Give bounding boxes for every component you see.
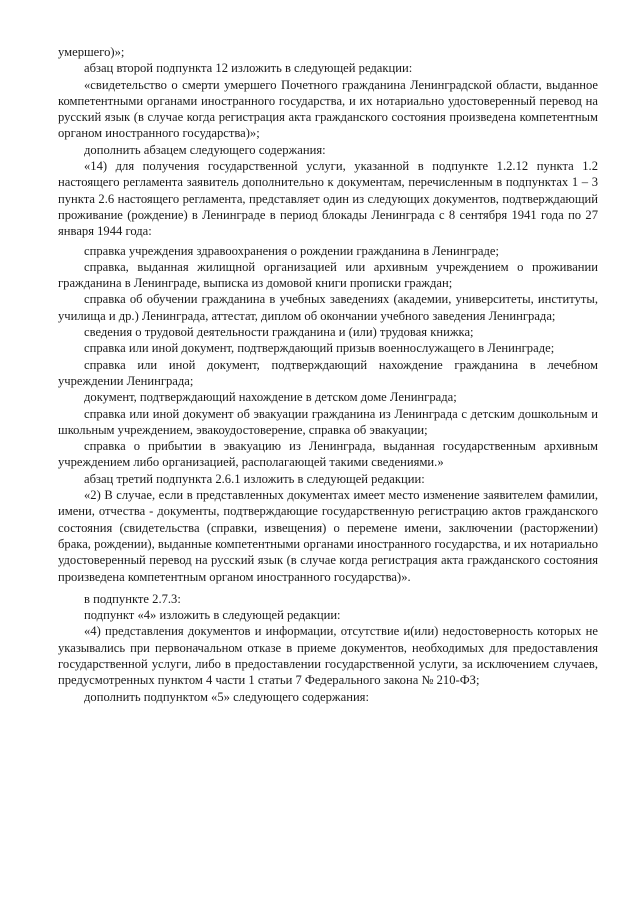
paragraph-13: справка или иной документ об эвакуации гражданина из Ленинграда с детским дошкольным и школьным учреждением, эвакоудостоверение, справка об эвакуации; [58,406,598,437]
paragraph-12: документ, подтверждающий нахождение в детском доме Ленинграда; [84,390,457,405]
paragraph-9: сведения о трудовой деятельности гражданина и (или) трудовая книжка; [84,325,474,340]
paragraph-10: справка или иной документ, подтверждающий призыв военнослужащего в Ленинграде; [84,341,555,356]
paragraph-18: подпункт «4» изложить в следующей редакции: [84,608,341,623]
paragraph-2: абзац второй подпункта 12 изложить в следующей редакции: [84,61,413,76]
paragraph-4: дополнить абзацем следующего содержания: [84,142,326,157]
paragraph-8: справка об обучении гражданина в учебных заведениях (академии, университеты, институты, училища и др.) Ленинграда, аттестат, диплом об окончании учебного заведения Ленинграда; [58,292,598,323]
paragraph-14: справка о прибытии в эвакуацию из Ленинграда, выданная государственным архивным учреждением либо организацией, располагающей такими сведениями.» [58,439,598,470]
paragraph-20: дополнить подпунктом «5» следующего содержания: [84,689,369,704]
paragraph-16: «2) В случае, если в представленных документах имеет место изменение заявителем фамилии, имени, отчества - документы, подтверждающие государственную регистрацию актов гражданского состояния (свидетельства (справки, извещения) о перемене имени, заключении (расторжении) брака, рождении), выданные компетентными органами иностранного государства, и их нотариально удостоверенный перевод на русский язык (в случае когда регистрация акта гражданского состояния произведена компетентным органом иностранного государства)». [58,488,598,584]
paragraph-17: в подпункте 2.7.3: [84,591,181,606]
paragraph-6: справка учреждения здравоохранения о рождении гражданина в Ленинграде; [84,243,499,258]
paragraph-3: «свидетельство о смерти умершего Почетного гражданина Ленинградской области, выданное компетентными органами иностранного государства, и их нотариально удостоверенный перевод на русский язык (в случае когда регистрация акта гражданского состояния произведена компетентным органом иностранного государства)»; [58,77,598,141]
paragraph-7: справка, выданная жилищной организацией или архивным учреждением о проживании гражданина в Ленинграде, выписка из домовой книги прописки граждан; [58,259,598,291]
paragraph-11: справка или иной документ, подтверждающий нахождение гражданина в лечебном учреждении Ленинграда; [58,357,598,388]
paragraph-1: умершего)»; [58,45,125,59]
paragraph-5: «14) для получения государственной услуги, указанной в подпункте 1.2.12 пункта 1.2 настоящего регламента заявитель дополнительно к документам, перечисленным в подпунктах 1 – 3 пункта 2.6 настоящего регламента, представляет один из следующих документов, подтверждающий проживание (рождение) в Ленинграде в период блокады Ленинграда с 8 сентября 1941 года по 27 января 1944 года: [58,159,598,239]
paragraph-19: «4) представления документов и информации, отсутствие и(или) недостоверность которых не указывались при первоначальном отказе в приеме документов, необходимых для предоставления государственной услуги, либо в предоставлении государственной услуги, за исключением случаев, предусмотренных пунктом 4 части 1 статьи 7 Федерального закона № 210-ФЗ; [58,624,598,688]
paragraph-15: абзац третий подпункта 2.6.1 изложить в следующей редакции: [84,471,425,486]
